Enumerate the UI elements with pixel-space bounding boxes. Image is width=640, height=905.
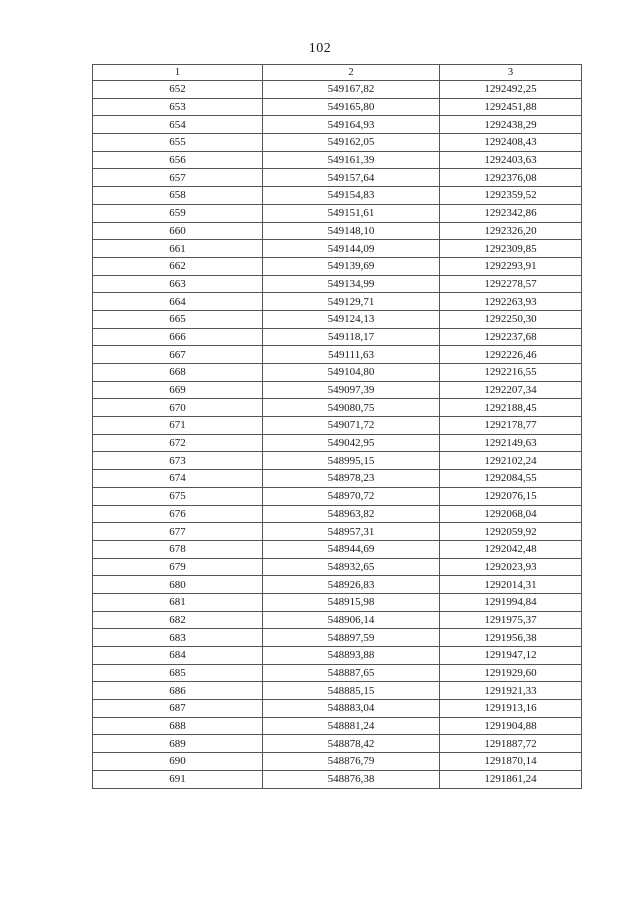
y-coordinate-cell: 1292084,55 bbox=[440, 470, 582, 488]
y-coordinate-cell: 1292403,63 bbox=[440, 151, 582, 169]
table-row bbox=[93, 523, 582, 541]
y-coordinate-cell: 1292326,20 bbox=[440, 222, 582, 240]
y-coordinate-cell: 1291861,24 bbox=[440, 770, 582, 788]
point-number-cell: 657 bbox=[93, 169, 263, 187]
point-number-cell: 690 bbox=[93, 753, 263, 771]
table-row bbox=[93, 576, 582, 594]
table-row bbox=[93, 222, 582, 240]
y-coordinate-cell: 1292014,31 bbox=[440, 576, 582, 594]
point-number-cell: 676 bbox=[93, 505, 263, 523]
point-number-cell: 669 bbox=[93, 381, 263, 399]
column-header-3: 3 bbox=[440, 65, 582, 81]
point-number-cell: 666 bbox=[93, 328, 263, 346]
y-coordinate-cell: 1291956,38 bbox=[440, 629, 582, 647]
table-row bbox=[93, 611, 582, 629]
y-coordinate-cell: 1292207,34 bbox=[440, 381, 582, 399]
table-row bbox=[93, 629, 582, 647]
table-row bbox=[93, 647, 582, 665]
x-coordinate-cell: 549164,93 bbox=[263, 116, 440, 134]
point-number-cell: 656 bbox=[93, 151, 263, 169]
x-coordinate-cell: 549071,72 bbox=[263, 417, 440, 435]
x-coordinate-cell: 549097,39 bbox=[263, 381, 440, 399]
table-row bbox=[93, 116, 582, 134]
point-number-cell: 653 bbox=[93, 98, 263, 116]
point-number-cell: 683 bbox=[93, 629, 263, 647]
y-coordinate-cell: 1292309,85 bbox=[440, 240, 582, 258]
point-number-cell: 655 bbox=[93, 134, 263, 152]
x-coordinate-cell: 548944,69 bbox=[263, 540, 440, 558]
x-coordinate-cell: 548885,15 bbox=[263, 682, 440, 700]
point-number-cell: 661 bbox=[93, 240, 263, 258]
table-row bbox=[93, 735, 582, 753]
y-coordinate-cell: 1292278,57 bbox=[440, 275, 582, 293]
point-number-cell: 691 bbox=[93, 770, 263, 788]
x-coordinate-cell: 549042,95 bbox=[263, 434, 440, 452]
table-row bbox=[93, 81, 582, 99]
y-coordinate-cell: 1292188,45 bbox=[440, 399, 582, 417]
point-number-cell: 667 bbox=[93, 346, 263, 364]
y-coordinate-cell: 1291975,37 bbox=[440, 611, 582, 629]
x-coordinate-cell: 549167,82 bbox=[263, 81, 440, 99]
point-number-cell: 671 bbox=[93, 417, 263, 435]
table-header-row bbox=[93, 65, 582, 81]
x-coordinate-cell: 549080,75 bbox=[263, 399, 440, 417]
x-coordinate-cell: 548932,65 bbox=[263, 558, 440, 576]
point-number-cell: 689 bbox=[93, 735, 263, 753]
x-coordinate-cell: 548881,24 bbox=[263, 717, 440, 735]
x-coordinate-cell: 548963,82 bbox=[263, 505, 440, 523]
table-row bbox=[93, 399, 582, 417]
table-row bbox=[93, 753, 582, 771]
y-coordinate-cell: 1292076,15 bbox=[440, 487, 582, 505]
table-row bbox=[93, 240, 582, 258]
table-row bbox=[93, 275, 582, 293]
x-coordinate-cell: 548883,04 bbox=[263, 700, 440, 718]
point-number-cell: 662 bbox=[93, 257, 263, 275]
point-number-cell: 681 bbox=[93, 593, 263, 611]
x-coordinate-cell: 548878,42 bbox=[263, 735, 440, 753]
y-coordinate-cell: 1292068,04 bbox=[440, 505, 582, 523]
y-coordinate-cell: 1292250,30 bbox=[440, 310, 582, 328]
y-coordinate-cell: 1292042,48 bbox=[440, 540, 582, 558]
y-coordinate-cell: 1291887,72 bbox=[440, 735, 582, 753]
x-coordinate-cell: 549111,63 bbox=[263, 346, 440, 364]
point-number-cell: 665 bbox=[93, 310, 263, 328]
y-coordinate-cell: 1291929,60 bbox=[440, 664, 582, 682]
x-coordinate-cell: 549165,80 bbox=[263, 98, 440, 116]
x-coordinate-cell: 548926,83 bbox=[263, 576, 440, 594]
table-row bbox=[93, 682, 582, 700]
y-coordinate-cell: 1291904,88 bbox=[440, 717, 582, 735]
point-number-cell: 664 bbox=[93, 293, 263, 311]
point-number-cell: 679 bbox=[93, 558, 263, 576]
x-coordinate-cell: 549124,13 bbox=[263, 310, 440, 328]
point-number-cell: 684 bbox=[93, 647, 263, 665]
point-number-cell: 677 bbox=[93, 523, 263, 541]
point-number-cell: 652 bbox=[93, 81, 263, 99]
table-row bbox=[93, 434, 582, 452]
x-coordinate-cell: 549134,99 bbox=[263, 275, 440, 293]
y-coordinate-cell: 1292438,29 bbox=[440, 116, 582, 134]
table-row bbox=[93, 470, 582, 488]
x-coordinate-cell: 548876,38 bbox=[263, 770, 440, 788]
x-coordinate-cell: 548978,23 bbox=[263, 470, 440, 488]
point-number-cell: 674 bbox=[93, 470, 263, 488]
table-row bbox=[93, 487, 582, 505]
table-row bbox=[93, 540, 582, 558]
table-row bbox=[93, 717, 582, 735]
table-row bbox=[93, 98, 582, 116]
table-body bbox=[93, 81, 582, 789]
y-coordinate-cell: 1292293,91 bbox=[440, 257, 582, 275]
table-row bbox=[93, 452, 582, 470]
table-row bbox=[93, 770, 582, 788]
x-coordinate-cell: 548906,14 bbox=[263, 611, 440, 629]
y-coordinate-cell: 1292263,93 bbox=[440, 293, 582, 311]
table-row bbox=[93, 134, 582, 152]
table-row bbox=[93, 310, 582, 328]
coordinates-table bbox=[92, 64, 582, 789]
point-number-cell: 659 bbox=[93, 204, 263, 222]
table-row bbox=[93, 505, 582, 523]
x-coordinate-cell: 548957,31 bbox=[263, 523, 440, 541]
point-number-cell: 668 bbox=[93, 364, 263, 382]
y-coordinate-cell: 1291994,84 bbox=[440, 593, 582, 611]
y-coordinate-cell: 1292216,55 bbox=[440, 364, 582, 382]
table-row bbox=[93, 417, 582, 435]
y-coordinate-cell: 1292342,86 bbox=[440, 204, 582, 222]
x-coordinate-cell: 548887,65 bbox=[263, 664, 440, 682]
point-number-cell: 663 bbox=[93, 275, 263, 293]
point-number-cell: 658 bbox=[93, 187, 263, 205]
x-coordinate-cell: 548897,59 bbox=[263, 629, 440, 647]
y-coordinate-cell: 1292102,24 bbox=[440, 452, 582, 470]
x-coordinate-cell: 549148,10 bbox=[263, 222, 440, 240]
y-coordinate-cell: 1292178,77 bbox=[440, 417, 582, 435]
x-coordinate-cell: 548995,15 bbox=[263, 452, 440, 470]
y-coordinate-cell: 1292376,08 bbox=[440, 169, 582, 187]
point-number-cell: 672 bbox=[93, 434, 263, 452]
x-coordinate-cell: 549104,80 bbox=[263, 364, 440, 382]
y-coordinate-cell: 1292408,43 bbox=[440, 134, 582, 152]
x-coordinate-cell: 549129,71 bbox=[263, 293, 440, 311]
y-coordinate-cell: 1291921,33 bbox=[440, 682, 582, 700]
y-coordinate-cell: 1292059,92 bbox=[440, 523, 582, 541]
y-coordinate-cell: 1292492,25 bbox=[440, 81, 582, 99]
point-number-cell: 654 bbox=[93, 116, 263, 134]
point-number-cell: 688 bbox=[93, 717, 263, 735]
column-header-2: 2 bbox=[263, 65, 440, 81]
y-coordinate-cell: 1291947,12 bbox=[440, 647, 582, 665]
x-coordinate-cell: 549118,17 bbox=[263, 328, 440, 346]
table-row bbox=[93, 700, 582, 718]
x-coordinate-cell: 549162,05 bbox=[263, 134, 440, 152]
table-row bbox=[93, 151, 582, 169]
column-header-1: 1 bbox=[93, 65, 263, 81]
table-row bbox=[93, 187, 582, 205]
x-coordinate-cell: 549154,83 bbox=[263, 187, 440, 205]
x-coordinate-cell: 548915,98 bbox=[263, 593, 440, 611]
y-coordinate-cell: 1291870,14 bbox=[440, 753, 582, 771]
point-number-cell: 682 bbox=[93, 611, 263, 629]
x-coordinate-cell: 549144,09 bbox=[263, 240, 440, 258]
table-row bbox=[93, 328, 582, 346]
y-coordinate-cell: 1292149,63 bbox=[440, 434, 582, 452]
y-coordinate-cell: 1292451,88 bbox=[440, 98, 582, 116]
y-coordinate-cell: 1292359,52 bbox=[440, 187, 582, 205]
x-coordinate-cell: 549157,64 bbox=[263, 169, 440, 187]
point-number-cell: 670 bbox=[93, 399, 263, 417]
point-number-cell: 685 bbox=[93, 664, 263, 682]
table-row bbox=[93, 204, 582, 222]
point-number-cell: 680 bbox=[93, 576, 263, 594]
table-row bbox=[93, 364, 582, 382]
x-coordinate-cell: 549151,61 bbox=[263, 204, 440, 222]
x-coordinate-cell: 548876,79 bbox=[263, 753, 440, 771]
x-coordinate-cell: 549139,69 bbox=[263, 257, 440, 275]
point-number-cell: 660 bbox=[93, 222, 263, 240]
table-row bbox=[93, 293, 582, 311]
table-row bbox=[93, 558, 582, 576]
table-row bbox=[93, 593, 582, 611]
table-row bbox=[93, 346, 582, 364]
x-coordinate-cell: 548893,88 bbox=[263, 647, 440, 665]
y-coordinate-cell: 1292237,68 bbox=[440, 328, 582, 346]
point-number-cell: 687 bbox=[93, 700, 263, 718]
table-row bbox=[93, 664, 582, 682]
y-coordinate-cell: 1292226,46 bbox=[440, 346, 582, 364]
table-row bbox=[93, 169, 582, 187]
table-row bbox=[93, 257, 582, 275]
x-coordinate-cell: 549161,39 bbox=[263, 151, 440, 169]
y-coordinate-cell: 1291913,16 bbox=[440, 700, 582, 718]
point-number-cell: 686 bbox=[93, 682, 263, 700]
page-number: 102 bbox=[308, 41, 332, 56]
point-number-cell: 678 bbox=[93, 540, 263, 558]
point-number-cell: 673 bbox=[93, 452, 263, 470]
point-number-cell: 675 bbox=[93, 487, 263, 505]
y-coordinate-cell: 1292023,93 bbox=[440, 558, 582, 576]
x-coordinate-cell: 548970,72 bbox=[263, 487, 440, 505]
table-row bbox=[93, 381, 582, 399]
